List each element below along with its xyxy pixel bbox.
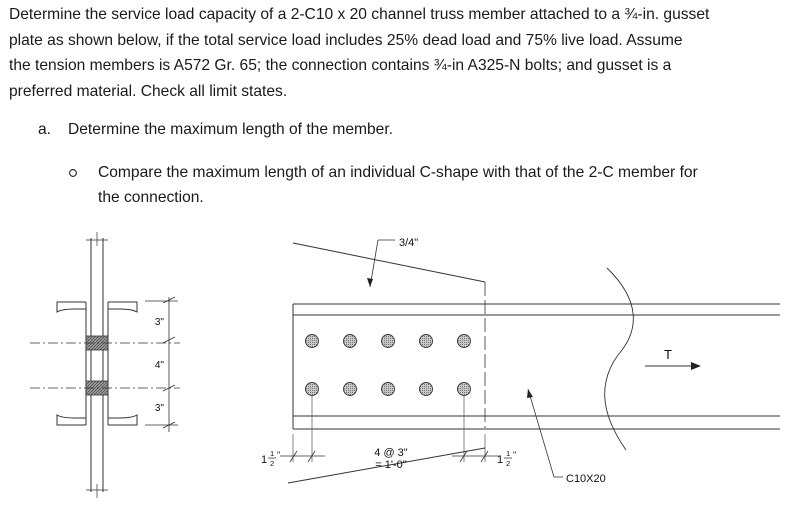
bolt-hole: [382, 335, 395, 348]
bolt-hole: [420, 383, 433, 396]
bolt-row-top: [306, 335, 471, 348]
plate-thickness-label: 3/4": [399, 237, 419, 249]
bolt-hole: [420, 335, 433, 348]
section-label: C10X20: [566, 473, 606, 485]
bolt-hole: [344, 383, 357, 396]
sub-item-line-2: the connection.: [98, 189, 204, 206]
dim-top-3in: 3": [154, 317, 164, 328]
edge-left-unit: ": [277, 450, 281, 460]
bolt-spacing-label: 4 @ 3": [374, 447, 408, 459]
dim-bottom-3in: 3": [154, 403, 164, 414]
dim-middle-4in: 4": [154, 360, 164, 371]
tension-load-label: T: [664, 347, 672, 362]
plan-view: [280, 240, 780, 483]
bolt-hole: [458, 383, 471, 396]
part-a-text: Determine the maximum length of the member.: [68, 121, 394, 138]
edge-left-whole: 1: [261, 454, 268, 466]
bolt-spacing-total: = 1'-0": [375, 459, 407, 471]
bolt-hole: [344, 335, 357, 348]
problem-line-2: plate as shown below, if the total service load includes 25% dead load and 75% live load. Assume: [9, 31, 683, 49]
bolt-row-bottom: [306, 383, 471, 396]
edge-right-den: 2: [506, 459, 511, 468]
bolt-hole: [382, 383, 395, 396]
bolt-hole: [306, 383, 319, 396]
edge-right-unit: ": [513, 450, 517, 460]
bolt-hole: [458, 335, 471, 348]
part-a-marker: a.: [38, 121, 52, 138]
edge-right-whole: 1: [497, 454, 504, 466]
problem-line-3: the tension members is A572 Gr. 65; the connection contains ¾-in A325-N bolts; and gusset is a: [9, 57, 672, 74]
edge-left-num: 1: [270, 449, 275, 458]
problem-line-4: preferred material. Check all limit states.: [9, 82, 288, 100]
bolt-hole: [306, 335, 319, 348]
edge-left-den: 2: [270, 459, 275, 468]
sub-item-line-1: Compare the maximum length of an individual C-shape with that of the 2-C member for: [98, 164, 698, 181]
edge-right-num: 1: [506, 449, 511, 458]
problem-line-1: Determine the service load capacity of a 2-C10 x 20 channel truss member attached to a ¾-in. gusset: [9, 6, 710, 23]
